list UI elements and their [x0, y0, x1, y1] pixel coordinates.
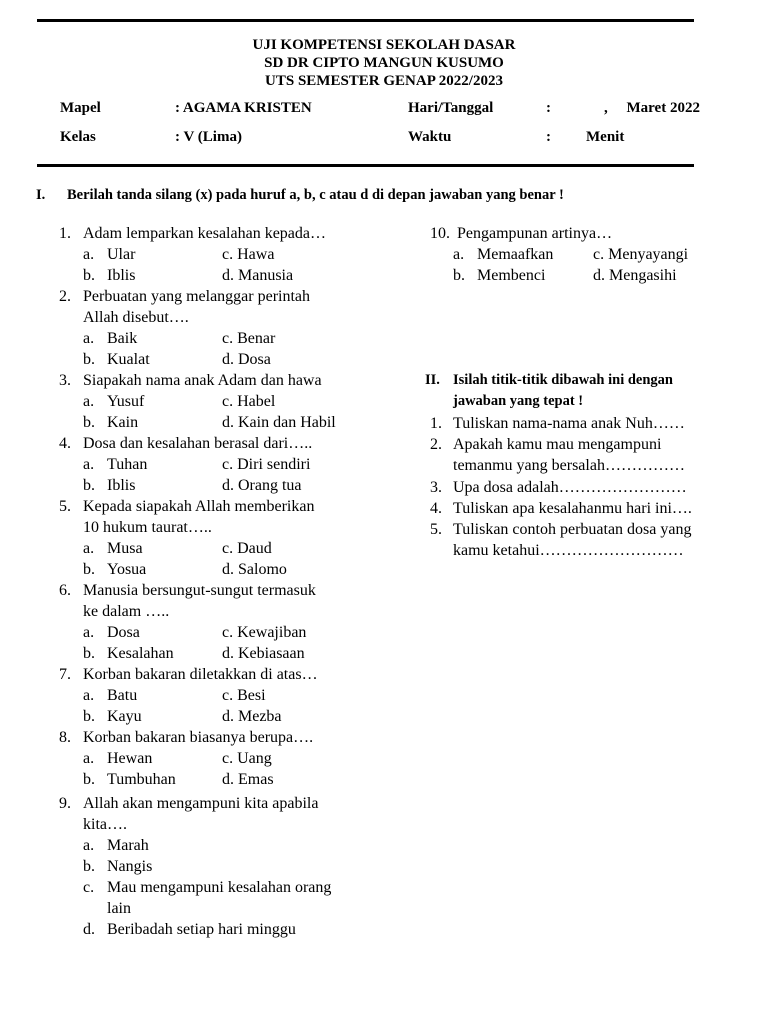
question-text: Dosa dan kesalahan berasal dari…..	[83, 435, 313, 452]
option-d: d. Salomo	[222, 561, 287, 578]
header-line-3: UTS SEMESTER GENAP 2022/2023	[265, 73, 503, 89]
option-a: Memaafkan	[477, 246, 554, 263]
option-a-letter: a.	[83, 624, 95, 641]
waktu-label: Waktu	[408, 129, 452, 145]
option-a: Baik	[107, 330, 138, 347]
option-c: c. Diri sendiri	[222, 456, 311, 473]
question-text: Siapakah nama anak Adam dan hawa	[83, 372, 322, 389]
item-number: 3.	[430, 479, 442, 496]
question-number: 6.	[59, 582, 71, 599]
hari-label: Hari/Tanggal	[408, 100, 494, 116]
section-2-number: II.	[425, 372, 440, 388]
option-d-text: Mengasihi	[609, 267, 677, 284]
option-d-letter: d.	[83, 921, 95, 938]
option-c-text: Daud	[237, 540, 272, 557]
option-a-letter: a.	[83, 330, 95, 347]
option-d-text: Dosa	[238, 351, 271, 368]
item-text: Tuliskan apa kesalahanmu hari ini….	[453, 500, 692, 517]
option-c: c. Menyayangi	[593, 246, 689, 263]
option-a: Batu	[107, 687, 138, 704]
option-a: Ular	[107, 246, 136, 263]
option-d: d. Orang tua	[222, 477, 302, 494]
option-c-text: Uang	[237, 750, 272, 767]
option-d: d. Mengasihi	[593, 267, 677, 284]
option-a: Marah	[107, 837, 149, 854]
question-number: 7.	[59, 666, 71, 683]
question-number: 10.	[430, 225, 450, 242]
option-d-text: Emas	[238, 771, 274, 788]
option-a-letter: a.	[83, 750, 95, 767]
option-b: Membenci	[477, 267, 546, 284]
option-d-text: Kebiasaan	[238, 645, 305, 662]
option-b: Iblis	[107, 477, 136, 494]
item-text: Upa dosa adalah……………………	[453, 479, 687, 496]
option-c-text: Benar	[237, 330, 276, 347]
option-a-letter: a.	[453, 246, 465, 263]
question-number: 2.	[59, 288, 71, 305]
mapel-label: Mapel	[60, 100, 101, 116]
question-text: Kepada siapakah Allah memberikan	[83, 498, 315, 515]
option-a: Yusuf	[107, 393, 145, 410]
section-1-number: I.	[36, 187, 46, 203]
option-c: c. Uang	[222, 750, 272, 767]
option-c: c. Hawa	[222, 246, 275, 263]
item-number: 5.	[430, 521, 442, 538]
option-a-letter: a.	[83, 393, 95, 410]
option-b-letter: b.	[453, 267, 465, 284]
option-d-text: Kain dan Habil	[238, 414, 336, 431]
item-text: Tuliskan contoh perbuatan dosa yang	[453, 521, 692, 538]
option-b: Kesalahan	[107, 645, 174, 662]
option-c: c. Besi	[222, 687, 266, 704]
option-b: Yosua	[107, 561, 147, 578]
option-b-letter: b.	[83, 561, 95, 578]
option-c: c. Benar	[222, 330, 276, 347]
option-b-letter: b.	[83, 708, 95, 725]
option-c-letter: c.	[83, 879, 95, 896]
mapel-value: : AGAMA KRISTEN	[175, 100, 312, 116]
option-b: Kain	[107, 414, 139, 431]
question-number: 5.	[59, 498, 71, 515]
option-b-letter: b.	[83, 771, 95, 788]
option-a-letter: a.	[83, 246, 95, 263]
option-d-text: Manusia	[238, 267, 294, 284]
option-d: d. Kebiasaan	[222, 645, 305, 662]
option-a: Dosa	[107, 624, 140, 641]
top-rule	[37, 19, 694, 22]
option-b: Iblis	[107, 267, 136, 284]
waktu-colon: :	[546, 129, 551, 145]
item-text-continued: kamu ketahui………………………	[453, 542, 684, 559]
question-number: 4.	[59, 435, 71, 452]
question-text-continued: 10 hukum taurat…..	[83, 519, 212, 536]
option-c: c. Kewajiban	[222, 624, 307, 641]
option-c-text: Hawa	[237, 246, 275, 263]
question-text: Pengampunan artinya…	[457, 225, 613, 242]
option-b: Kualat	[107, 351, 150, 368]
question-text-continued: ke dalam …..	[83, 603, 170, 620]
option-c: Mau mengampuni kesalahan orang	[107, 879, 332, 896]
option-d-text: Mezba	[238, 708, 282, 725]
question-number: 3.	[59, 372, 71, 389]
item-text-continued: temanmu yang bersalah……………	[453, 457, 685, 474]
header-line-1: UJI KOMPETENSI SEKOLAH DASAR	[252, 37, 516, 53]
option-a: Hewan	[107, 750, 153, 767]
option-c-text: Diri sendiri	[237, 456, 311, 473]
question-text: Adam lemparkan kesalahan kepada…	[83, 225, 327, 242]
question-number: 1.	[59, 225, 71, 242]
question-text: kita….	[83, 816, 127, 833]
option-b-letter: b.	[83, 351, 95, 368]
question-text-continued: Allah disebut….	[83, 309, 189, 326]
section-1-title: Berilah tanda silang (x) pada huruf a, b, c atau d di depan jawaban yang benar !	[67, 187, 564, 203]
kelas-label: Kelas	[60, 129, 96, 145]
option-d: d. Emas	[222, 771, 274, 788]
question-text: Allah akan mengampuni kita apabila	[83, 795, 319, 812]
question-text: Korban bakaran diletakkan di atas…	[83, 666, 318, 683]
option-a-letter: a.	[83, 837, 95, 854]
question-text: Perbuatan yang melanggar perintah	[83, 288, 311, 305]
option-a: Musa	[107, 540, 143, 557]
option-c-text: Habel	[237, 393, 276, 410]
option-b-letter: b.	[83, 477, 95, 494]
option-b: Kayu	[107, 708, 142, 725]
question-number: 8.	[59, 729, 71, 746]
option-c: c. Habel	[222, 393, 276, 410]
option-d: d. Kain dan Habil	[222, 414, 336, 431]
section-2-title-continued: jawaban yang tepat !	[453, 393, 584, 409]
option-d: d. Dosa	[222, 351, 271, 368]
header-line-2: SD DR CIPTO MANGUN KUSUMO	[264, 55, 504, 71]
question-number: 9.	[59, 795, 71, 812]
option-d: Beribadah setiap hari minggu	[107, 921, 296, 938]
question-text: Korban bakaran biasanya berupa….	[83, 729, 314, 746]
option-c: c. Daud	[222, 540, 272, 557]
exam-header	[0, 36, 768, 90]
kelas-value: : V (Lima)	[175, 129, 242, 145]
item-text: Apakah kamu mau mengampuni	[453, 436, 662, 453]
option-b-letter: b.	[83, 267, 95, 284]
option-b-letter: b.	[83, 858, 95, 875]
option-b-letter: b.	[83, 414, 95, 431]
option-d-text: Orang tua	[238, 477, 302, 494]
bottom-rule	[37, 164, 694, 167]
option-b: Nangis	[107, 858, 153, 875]
option-a-letter: a.	[83, 456, 95, 473]
question-text: Manusia bersungut-sungut termasuk	[83, 582, 316, 599]
option-d: d. Manusia	[222, 267, 294, 284]
option-a-letter: a.	[83, 540, 95, 557]
item-text: Tuliskan nama-nama anak Nuh……	[453, 415, 685, 432]
item-number: 2.	[430, 436, 442, 453]
section-2-title: Isilah titik-titik dibawah ini dengan	[453, 372, 673, 388]
item-number: 4.	[430, 500, 442, 517]
option-d-text: Salomo	[238, 561, 287, 578]
option-c-text: Besi	[237, 687, 266, 704]
item-number: 1.	[430, 415, 442, 432]
option-a: Tuhan	[107, 456, 148, 473]
waktu-value: Menit	[586, 129, 625, 145]
option-c-continued: lain	[107, 900, 131, 917]
hari-value: , Maret 2022	[604, 100, 700, 116]
option-c-text: Menyayangi	[608, 246, 689, 263]
option-d: d. Mezba	[222, 708, 282, 725]
hari-colon: :	[546, 100, 551, 116]
option-c-text: Kewajiban	[237, 624, 307, 641]
option-b: Tumbuhan	[107, 771, 176, 788]
option-b-letter: b.	[83, 645, 95, 662]
option-a-letter: a.	[83, 687, 95, 704]
